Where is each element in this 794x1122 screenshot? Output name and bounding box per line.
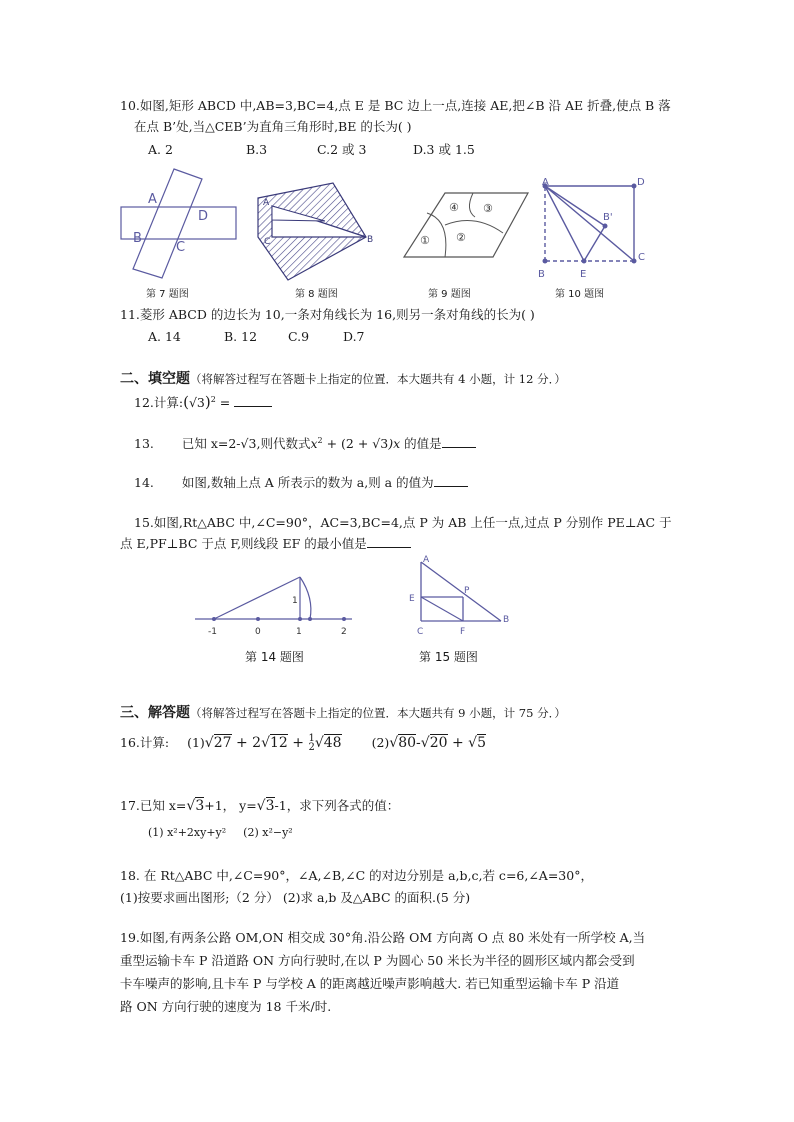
q15-answer-blank[interactable] <box>367 535 411 548</box>
section-3-heading <box>120 702 566 722</box>
q17-sub2: (2) x²−y² <box>243 826 293 839</box>
figures-row-2 <box>190 550 530 645</box>
fig10-label-b: B <box>538 269 545 280</box>
q13-expr-x: x <box>310 436 318 452</box>
q16-prefix: 16.计算: <box>120 735 170 750</box>
fig15-label-p: P <box>464 586 470 596</box>
q17-text-c: -1，求下列各式的值： <box>274 798 400 813</box>
q19-line2: 重型运输卡车 P 沿道路 ON 方向行驶时,在以 P 为圆心 50 米长为半径的圆形区域内都会受到 <box>120 953 635 968</box>
q12-base: √3 <box>188 395 205 411</box>
fig14-tick-neg1: -1 <box>208 627 217 637</box>
fig15-label-f: F <box>460 627 466 637</box>
q12-eq: = <box>215 395 235 411</box>
q13-text1: 已知 x=2- <box>181 436 241 452</box>
figure-10 <box>538 177 645 280</box>
q16: 16.计算: (1)√27 + 2√12 + 1 2√48 (2)√80-√20 + √5 <box>120 733 486 753</box>
q11-option-c: C.9 <box>288 329 310 344</box>
q12: 12.计算$:(√3)^2$ = <box>134 390 272 413</box>
q19-line3: 卡车噪声的影响,且卡车 P 与学校 A 的距离越近噪声影响越大. 若已知重型运输卡车 P 沿道 <box>120 976 620 991</box>
fig7-label-b: B <box>133 231 142 246</box>
q17-text-a: 17.已知 x= <box>120 798 187 813</box>
q13-num: 13. <box>134 436 154 452</box>
fig10-caption: 第 10 题图 <box>555 289 605 300</box>
fig15-label-a: A <box>423 555 430 565</box>
fig9-label-3: ③ <box>483 202 493 215</box>
q13-answer-blank[interactable] <box>442 435 476 448</box>
fig14-caption: 第 14 题图 <box>245 650 304 664</box>
fig14-side-1: 1 <box>292 596 298 606</box>
fig8-label-c: C <box>264 237 271 247</box>
q12-exp: 2 <box>210 395 216 404</box>
q17-text-b: +1， y= <box>204 798 257 813</box>
q10-option-b: B.3 <box>246 142 268 157</box>
q13-sqrt: √3 <box>240 436 257 452</box>
q13: 13. 已知 x=2-√3,则代数式$x^2 + (2 + √3)x$ 的值是 <box>134 431 476 454</box>
q12-prefix: 12.计算: <box>134 395 184 411</box>
q15-line1: 15.如图,Rt△ABC 中,∠C=90°，AC=3,BC=4,点 P 为 AB 上任一点,过点 P 分别作 PE⊥AC 于 <box>134 515 672 530</box>
fig14-tick-2: 2 <box>341 627 347 637</box>
fig7-label-a: A <box>148 192 157 207</box>
fig8-label-a: A <box>263 198 270 208</box>
figures-row-1 <box>115 165 660 300</box>
q14 <box>134 473 468 493</box>
q17-line1: 17.已知 x=√3+1， y=√3-1，求下列各式的值： <box>120 798 400 814</box>
q17-sub1: (1) x²+2xy+y² <box>148 826 227 839</box>
fig15-label-e: E <box>409 594 415 604</box>
q14-num: 14. <box>134 475 154 490</box>
fig14-tick-0: 0 <box>255 627 261 637</box>
fig10-label-bprime: B' <box>603 212 613 223</box>
fig7-caption: 第 7 题图 <box>146 289 189 300</box>
fig15-caption: 第 15 题图 <box>419 650 478 664</box>
section-2-title: 二、填空题 <box>120 371 190 387</box>
figure-7 <box>121 169 236 278</box>
q11-line1: 11.菱形 ABCD 的边长为 10,一条对角线长为 16,则另一条对角线的长为( ) <box>120 307 535 322</box>
q10-line1: 10.如图,矩形 ABCD 中,AB=3,BC=4,点 E 是 BC 边上一点,连接 AE,把∠B 沿 AE 折叠,使点 B 落 <box>120 98 671 113</box>
fig9-label-1: ① <box>420 234 430 247</box>
figure-15 <box>409 555 509 637</box>
fig8-label-b: B <box>367 235 374 245</box>
section-2-heading <box>120 368 566 388</box>
fig10-label-e: E <box>580 269 587 280</box>
q11-option-b: B. 12 <box>224 329 258 344</box>
q10-option-d: D.3 或 1.5 <box>413 142 475 157</box>
figure-9 <box>404 193 528 257</box>
fig7-label-d: D <box>198 209 209 224</box>
fig10-label-a: A <box>542 177 549 188</box>
fig8-caption: 第 8 题图 <box>295 289 338 300</box>
q19-line1: 19.如图,有两条公路 OM,ON 相交成 30°角.沿公路 OM 方向离 O 点 80 米处有一所学校 A,当 <box>120 930 646 945</box>
fig9-caption: 第 9 题图 <box>428 289 471 300</box>
q13-text2: ,则代数式 <box>256 436 311 452</box>
figure-8 <box>258 183 373 280</box>
fig9-label-4: ④ <box>449 201 459 214</box>
q12-answer-blank[interactable] <box>234 394 272 407</box>
fig14-tick-1: 1 <box>296 627 302 637</box>
q16-part2-label: (2) <box>371 735 390 750</box>
q18-line2: (1)按要求画出图形;（2 分） (2)求 a,b 及△ABC 的面积.(5 分) <box>120 890 471 905</box>
fig9-label-2: ② <box>456 231 466 244</box>
figure-14 <box>195 577 352 637</box>
q10-option-c: C.2 或 3 <box>317 142 367 157</box>
q15-line2-text: 点 E,PF⊥BC 于点 F,则线段 EF 的最小值是 <box>120 536 367 551</box>
fig10-label-d: D <box>637 177 645 188</box>
section-2-note: （将解答过程写在答题卡上指定的位置．本大题共有 4 小题，计 12 分．） <box>190 372 566 386</box>
fig7-label-c: C <box>176 240 186 255</box>
q14-text: 如图,数轴上点 A 所表示的数为 a,则 a 的值为 <box>181 475 434 490</box>
section-3-note: （将解答过程写在答题卡上指定的位置．本大题共有 9 小题，计 75 分．） <box>190 706 566 720</box>
q10-option-a: A. 2 <box>148 142 173 157</box>
q11-option-a: A. 14 <box>148 329 181 344</box>
q17-subparts <box>148 826 293 839</box>
q14-answer-blank[interactable] <box>434 474 468 487</box>
q13-expr-d: )x <box>388 436 401 452</box>
fig15-label-c: C <box>417 627 424 637</box>
q13-expr-b: + (2 + <box>322 436 373 452</box>
q10-line2: 在点 B’处,当△CEB’为直角三角形时,BE 的长为( ) <box>134 119 412 134</box>
q13-text3: 的值是 <box>400 436 442 452</box>
q11-option-d: D.7 <box>343 329 365 344</box>
q19-line4: 路 ON 方向行驶的速度为 18 千米/时. <box>120 999 332 1014</box>
q18-line1: 18. 在 Rt△ABC 中,∠C=90°，∠A,∠B,∠C 的对边分别是 a,b,c,若 c=6,∠A=30°， <box>120 868 593 883</box>
section-3-title: 三、解答题 <box>120 705 190 721</box>
q13-expr-c: √3 <box>372 436 389 452</box>
fig10-label-c: C <box>638 252 645 263</box>
q16-part1-label: (1) <box>187 735 205 750</box>
fig15-label-b: B <box>503 615 510 625</box>
